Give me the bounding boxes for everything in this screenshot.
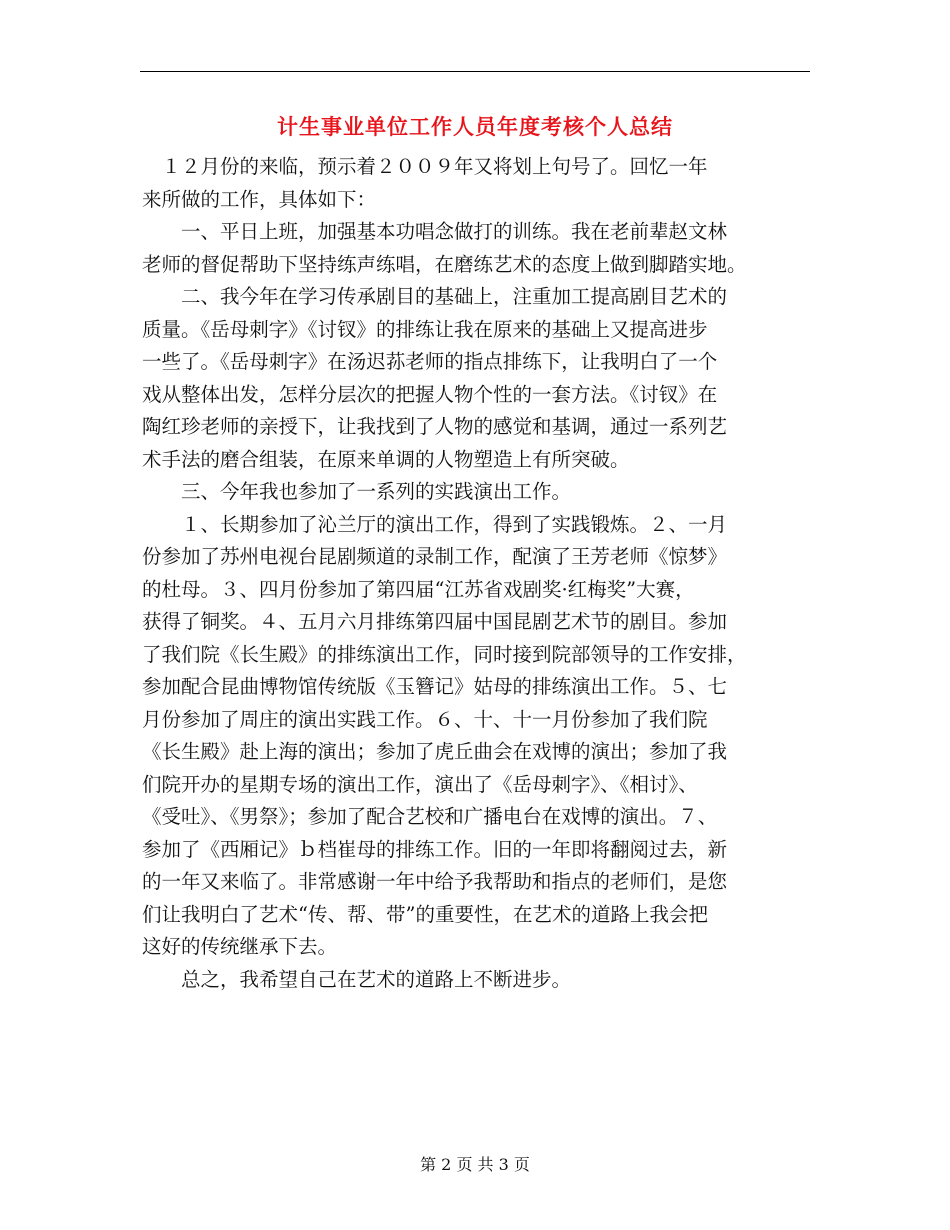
text-line: 的一年又来临了。非常感谢一年中给予我帮助和指点的老师们，是您 — [142, 870, 728, 893]
text-line: 二、我今年在学习传承剧目的基础上，注重加工提高剧目艺术的 — [142, 285, 728, 308]
text-line: 术手法的磨合组装，在原来单调的人物塑造上有所突破。 — [142, 447, 630, 471]
text-line: 戏从整体出发，怎样分层次的把握人物个性的一套方法。《讨钗》在 — [142, 382, 718, 406]
text-line: 《受吐》、《男祭》；参加了配合艺校和广播电台在戏博的演出。７、 — [142, 805, 718, 828]
text-line: 份参加了苏州电视台昆剧频道的录制工作，配演了王芳老师《惊梦》 — [142, 545, 728, 568]
text-line: 月份参加了周庄的演出实践工作。６、十、十一月份参加了我们院 — [142, 707, 708, 731]
text-line: 老师的督促帮助下坚持练声练唱，在磨练艺术的态度上做到脚踏实地。 — [142, 252, 747, 276]
text-line: 质量。《岳母刺字》《讨钗》的排练让我在原来的基础上又提高进步 — [142, 317, 708, 341]
header-rule — [140, 71, 810, 72]
text-line: 的杜母。３、四月份参加了第四届“江苏省戏剧奖·红梅奖”大赛， — [142, 577, 695, 601]
document-body — [142, 151, 808, 996]
text-line: 获得了铜奖。４、五月六月排练第四届中国昆剧艺术节的剧目。参加 — [142, 610, 728, 633]
text-line: 了我们院《长生殿》的排练演出工作，同时接到院部领导的工作安排， — [142, 642, 747, 666]
text-line: 这好的传统继承下去。 — [142, 935, 338, 958]
text-line: 一、平日上班，加强基本功唱念做打的训练。我在老前辈赵文林 — [142, 220, 728, 243]
document-title: 计生事业单位工作人员年度考核个人总结 — [277, 114, 673, 139]
text-line: 总之，我希望自己在艺术的道路上不断进步。 — [142, 967, 572, 991]
text-line: 来所做的工作，具体如下： — [142, 187, 377, 211]
text-line: １２月份的来临，预示着２００９年又将划上句号了。回忆一年 — [142, 155, 708, 178]
text-line: 参加配合昆曲博物馆传统版《玉簪记》姑母的排练演出工作。５、七 — [142, 675, 728, 698]
page-number-footer: 第 2 页 共 3 页 — [420, 1155, 530, 1174]
text-line: 陶红珍老师的亲授下，让我找到了人物的感觉和基调，通过一系列艺 — [142, 415, 728, 438]
text-line: 参加了《西厢记》ｂ档崔母的排练工作。旧的一年即将翻阅过去，新 — [142, 837, 728, 861]
text-line: 一些了。《岳母刺字》在汤迟荪老师的指点排练下，让我明白了一个 — [142, 350, 718, 373]
text-line: 们院开办的星期专场的演出工作，演出了《岳母刺字》、《相讨》、 — [142, 772, 698, 796]
text-line: １、长期参加了沁兰厅的演出工作，得到了实践锻炼。２、一月 — [142, 512, 728, 536]
text-line: 们让我明白了艺术“传、帮、带”的重要性，在艺术的道路上我会把 — [142, 902, 708, 926]
text-line: 《长生殿》赴上海的演出；参加了虎丘曲会在戏博的演出；参加了我 — [142, 740, 728, 763]
text-line: 三、今年我也参加了一系列的实践演出工作。 — [142, 480, 572, 503]
